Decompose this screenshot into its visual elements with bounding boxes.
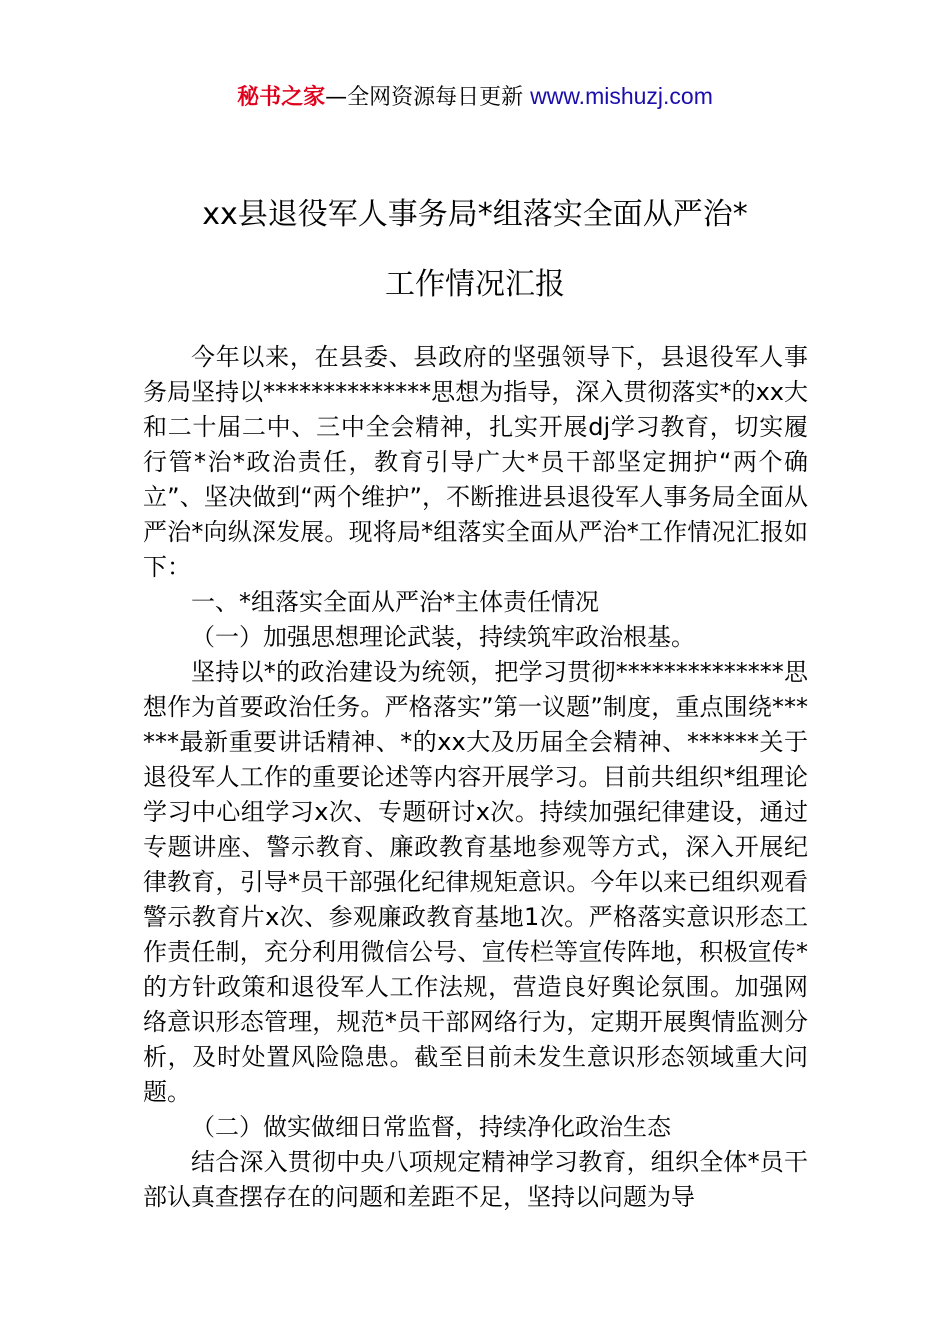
- site-url-link[interactable]: www.mishuzj.com: [530, 83, 713, 109]
- document-body: [143, 340, 808, 1215]
- paragraph-intro: 今年以来，在县委、县政府的坚强领导下，县退役军人事务局坚持以**************思想为指导，深入贯彻落实*的xx大和二十届二中、三中全会精神，扎实开展dj学习教育，切实履行管*治*政治责任，教育引导广大*员干部坚定拥护“两个确立”、坚决做到“两个维护”，不断推进县退役军人事务局全面从严治*向纵深发展。现将局*组落实全面从严治*工作情况汇报如下：: [143, 343, 808, 581]
- site-tagline: —全网资源每日更新: [325, 85, 524, 110]
- site-brand: 秘书之家: [237, 85, 326, 110]
- document-title-line-1: xx县退役军人事务局*组落实全面从严治*: [202, 197, 748, 232]
- document-title: [60, 180, 890, 320]
- section-heading-1: 一、*组落实全面从严治*主体责任情况: [191, 588, 599, 616]
- subsection-heading-1: （一）加强思想理论武装，持续筑牢政治根基。: [191, 623, 695, 651]
- paragraph-subsection-1: 坚持以*的政治建设为统领，把学习贯彻**************思想作为首要政治任务。严格落实”第一议题”制度，重点围绕******最新重要讲话精神、*的xx大及历届全会精神、******关于退役军人工作的重要论述等内容开展学习。目前共组织*组理论学习中心组学习x次、专题研讨x次。持续加强纪律建设，通过专题讲座、警示教育、廉政教育基地参观等方式，深入开展纪律教育，引导*员干部强化纪律规矩意识。今年以来已组织观看警示教育片x次、参观廉政教育基地1次。严格落实意识形态工作责任制，充分利用微信公号、宣传栏等宣传阵地，积极宣传*的方针政策和退役军人工作法规，营造良好舆论氛围。加强网络意识形态管理，规范*员干部网络行为，定期开展舆情监测分析，及时处置风险隐患。截至目前未发生意识形态领域重大问题。: [143, 658, 808, 1106]
- subsection-heading-2: （二）做实做细日常监督，持续净化政治生态: [191, 1113, 671, 1141]
- document-title-line-2: 工作情况汇报: [385, 267, 565, 302]
- paragraph-subsection-2: 结合深入贯彻中央八项规定精神学习教育，组织全体*员干部认真查摆存在的问题和差距不足，坚持以问题为导: [143, 1148, 808, 1211]
- site-header: [0, 80, 950, 114]
